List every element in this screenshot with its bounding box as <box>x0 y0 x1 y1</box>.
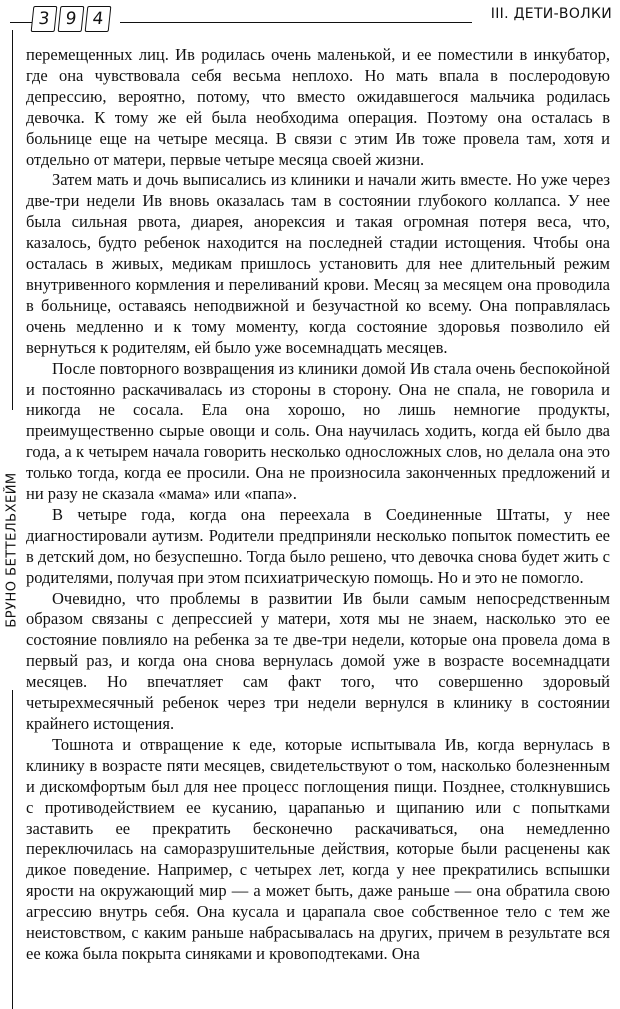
page-number-digit: 4 <box>85 6 112 32</box>
running-title: III. ДЕТИ-ВОЛКИ <box>490 6 612 22</box>
paragraph: Затем мать и дочь выписались из клиники и начали жить вместе. Но уже через две-три недели Ив вновь оказалась там в состоянии глубокого коллапса. У нее была сильная рвота, диарея, анорексия и такая огромная потеря веса, что, казалось, будто ребенок находится на последней стадии истощения. Чтобы она осталась в живых, медикам пришлось установить для нее длительный режим внутривенного кормления и переливаний крови. Месяц за месяцем она проводила в больнице, оставаясь неподвижной и безучастной ко всему. Она поправлялась очень медленно и к тому моменту, когда состояние здоровья позволило ей вернуться к родителям, ей было уже восемнадцать месяцев. <box>26 170 610 357</box>
header-rule-left <box>10 22 32 23</box>
side-rule-top <box>12 30 13 410</box>
paragraph: После повторного возвращения из клиники домой Ив стала очень беспокойной и постоянно раскачивалась из стороны в сторону. Она не спала, не говорила и никогда не сосала. Ела она хорошо, но лишь немногие продукты, преимущественно сырые овощи и соль. Она научилась ходить, когда ей было два года, а к четырем начала говорить несколько односложных слов, но делала она это только тогда, когда ее просили. Она не произносила законченных предложений и ни разу не сказала «мама» или «папа». <box>26 358 610 504</box>
page-number <box>32 6 113 32</box>
page-number-digit: 9 <box>58 6 85 32</box>
page-number-digit: 3 <box>31 6 58 32</box>
paragraph: перемещенных лиц. Ив родилась очень маленькой, и ее поместили в инкубатор, где она чувствовала себя весьма неплохо. Но мать впала в послеродовую депрессию, вероятно, потому, что вместо ожидавшегося мальчика родилась девочка. К тому же ей была необходима операция. Поэтому она осталась в больнице еще на четыре месяца. В связи с этим Ив тоже провела там, хотя и отдельно от матери, первые четыре месяца своей жизни. <box>26 45 610 169</box>
page-header <box>10 4 614 34</box>
paragraph: В четыре года, когда она переехала в Соединенные Штаты, у нее диагностировали аутизм. Родители предприняли несколько попыток поместить ее в детский дом, но безуспешно. Тогда было решено, что девочка снова будет жить с родителями, получая при этом психиатрическую помощь. Но и это не помогло. <box>26 504 610 587</box>
author-name: БРУНО БЕТТЕЛЬХЕЙМ <box>5 468 20 631</box>
side-margin <box>0 30 24 1009</box>
paragraph: Тошнота и отвращение к еде, которые испытывала Ив, когда вернулась в клинику в возрасте пяти месяцев, свидетельствуют о том, насколько болезненным и дискомфортым был для нее процесс поглощения пищи. Позднее, столкнувшись с противодействием ее кусанию, царапанью и щипанию или с попытками заставить ее прекратить бесконечно раскачиваться, она немедленно переключилась на саморазрушительные действия, которые были расценены как дикое поведение. Например, с четырех лет, когда у нее прекратились вспышки ярости на окружающий мир — а может быть, даже раньше — она обратила свою агрессию внутрь себя. Она кусала и царапала свое собственное тело с тем же неистовством, с каким раньше набрасывалась на других, причем в результате вся ее кожа была покрыта синяками и кровоподтеками. Она <box>26 734 610 963</box>
body-text <box>26 45 610 965</box>
header-rule <box>120 22 472 23</box>
paragraph: Очевидно, что проблемы в развитии Ив были самым непосредственным образом связаны с депрессией у матери, хотя мы не знаем, насколько это ее состояние повлияло на ребенка за те две-три недели, которые она провела дома в первый раз, и когда она снова вернулась домой уже в возрасте восемнадцати месяцев. Но впечатляет сам факт того, что совершенно здоровый четырехмесячный ребенок через три недели вернулся в клинику в состоянии крайнего истощения. <box>26 588 610 733</box>
side-rule-bottom <box>12 690 13 1009</box>
